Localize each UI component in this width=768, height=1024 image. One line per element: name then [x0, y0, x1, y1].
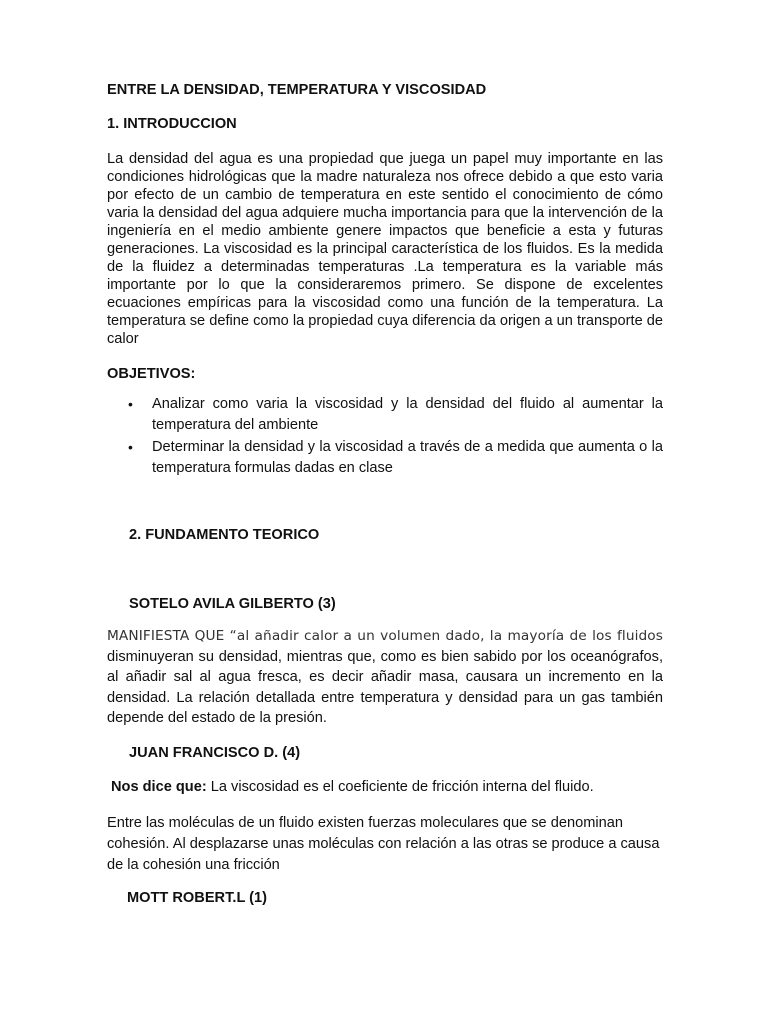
- objectives-heading: OBJETIVOS:: [107, 366, 196, 382]
- fundamento-heading: 2. FUNDAMENTO TEORICO: [129, 527, 320, 543]
- author1-text: disminuyeran su densidad, mientras que, como es bien sabido por los oceanógrafos, al añadir sal al agua fresca, es decir añadir masa, causara un incremento en la densidad. La relación detallada entre temperatura y densidad para un gas también depende del estado de la presión.: [107, 648, 663, 726]
- list-item: • Determinar la densidad y la viscosidad a través de a medida que aumenta o la temperatura formulas dadas en clase: [152, 437, 663, 479]
- intro-heading: 1. INTRODUCCION: [107, 116, 237, 132]
- author2-lead: Nos dice que:: [111, 778, 207, 795]
- intro-paragraph: La densidad del agua es una propiedad que juega un papel muy importante en las condiciones hidrológicas que la madre naturaleza nos ofrece debido a que esto varia por efecto de un cambio de temperatura en este sentido el conocimiento de cómo varia la densidad del agua adquiere mucha importancia para que la intervención de la ingeniería en el medio ambiente genere impactos que beneficie a esta y futuras generaciones. La viscosidad es la principal característica de los fluidos. Es la medida de la fluidez a determinadas temperaturas .La temperatura es la variable más importante por lo que la consideraremos primero. Se dispone de excelentes ecuaciones empíricas para la viscosidad como una función de la temperatura. La temperatura se define como la propiedad cuya diferencia da origen a un transporte de calor: [107, 151, 663, 347]
- author1-lead: MANIFIESTA QUE “al añadir calor a un volumen dado, la mayoría de los fluidos: [107, 628, 663, 644]
- author1-heading: SOTELO AVILA GILBERTO (3): [129, 596, 336, 612]
- list-item: • Analizar como varia la viscosidad y la densidad del fluido al aumentar la temperatura del ambiente: [152, 394, 663, 436]
- objectives-list: [107, 394, 663, 479]
- document-page: [107, 80, 663, 908]
- author1-paragraph: [107, 626, 663, 729]
- author2-text: La viscosidad es el coeficiente de fricción interna del fluido.: [206, 778, 594, 795]
- author2-definition: [107, 777, 663, 797]
- author2-heading: JUAN FRANCISCO D. (4): [129, 744, 301, 761]
- author2-paragraph: Entre las moléculas de un fluido existen fuerzas moleculares que se denominan cohesión. Al desplazarse unas moléculas con relación a las otras se produce a causa de la cohesión una fricción: [107, 814, 660, 873]
- document-title: ENTRE LA DENSIDAD, TEMPERATURA Y VISCOSIDAD: [107, 82, 487, 98]
- author3-heading: MOTT ROBERT.L (1): [127, 889, 267, 906]
